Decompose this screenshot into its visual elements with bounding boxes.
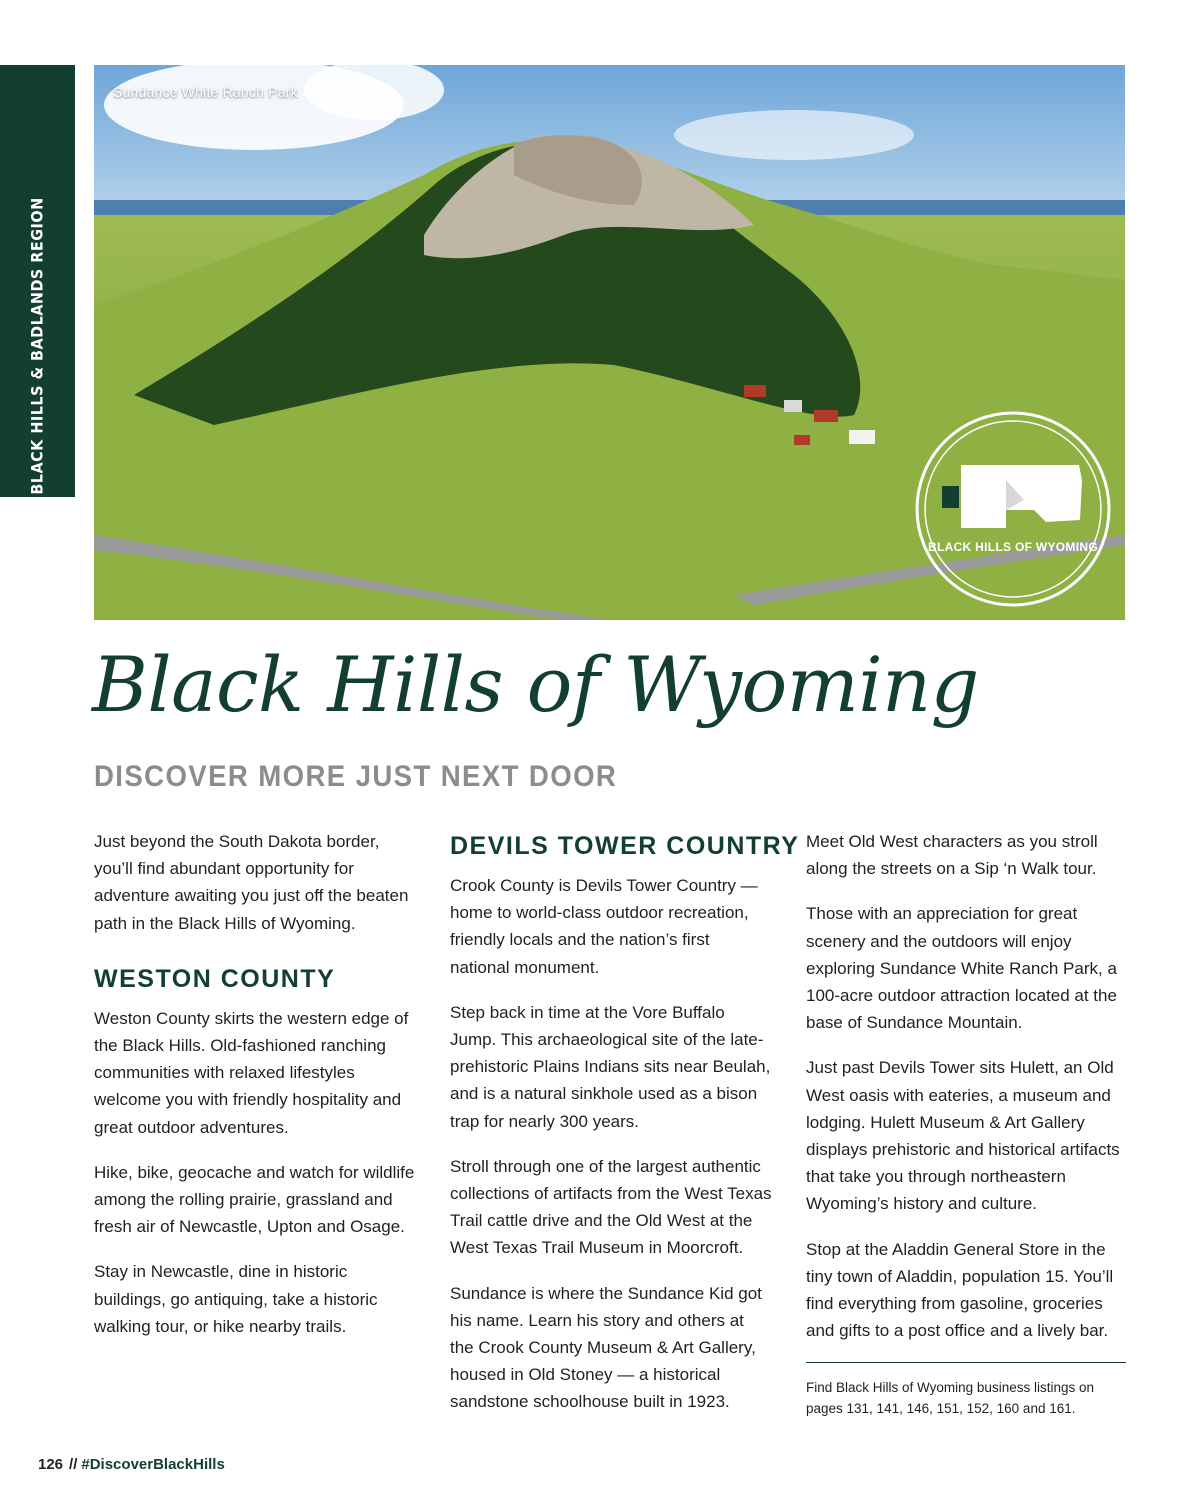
- text-column-1: [94, 828, 416, 1358]
- hashtag-link[interactable]: #DiscoverBlackHills: [81, 1456, 225, 1473]
- region-side-tab: [0, 65, 75, 497]
- hero-photo: [94, 65, 1125, 620]
- section-heading-devils-tower: DEVILS TOWER COUNTRY: [450, 832, 800, 860]
- paragraph: Stop at the Aladdin General Store in the tiny town of Aladdin, population 15. You’ll find everything from gasoline, groceries and gifts to a post office and a lively bar.: [806, 1239, 1114, 1341]
- paragraph: Crook County is Devils Tower Country — home to world-class outdoor recreation, friendly locals and the nation’s first national monument.: [450, 876, 758, 977]
- page-footer: [38, 1456, 225, 1473]
- region-badge: [914, 410, 1112, 608]
- paragraph: Step back in time at the Vore Buffalo Jump. This archaeological site of the late-prehistoric Plains Indians sits near Beulah, and is a natural sinkhole used as a bison trap for nearly 300 years.: [450, 1002, 771, 1131]
- map-badge-icon: [914, 410, 1112, 608]
- divider: [806, 1362, 1126, 1363]
- badge-label: BLACK HILLS OF WYOMING: [928, 540, 1098, 554]
- paragraph: Hike, bike, geocache and watch for wildlife among the rolling prairie, grassland and fresh air of Newcastle, Upton and Osage.: [94, 1162, 415, 1237]
- region-label: BLACK HILLS & BADLANDS REGION: [27, 197, 47, 495]
- page-title: Black Hills of Wyoming: [92, 640, 979, 729]
- footer-separator: //: [69, 1456, 78, 1473]
- intro-paragraph: Just beyond the South Dakota border, you’ll find abundant opportunity for adventure awaiting you just off the beaten path in the Black Hills of Wyoming.: [94, 832, 409, 933]
- paragraph: Sundance is where the Sundance Kid got his name. Learn his story and others at the Crook County Museum & Art Gallery, housed in Old Stoney — a historical sandstone schoolhouse built in 1923.: [450, 1283, 762, 1412]
- paragraph: Just past Devils Tower sits Hulett, an Old West oasis with eateries, a museum and lodging. Hulett Museum & Art Gallery displays prehistoric and historical artifacts that take you through northeastern Wyoming’s history and culture.: [806, 1058, 1120, 1214]
- text-column-2: [450, 828, 800, 1434]
- page-subtitle: DISCOVER MORE JUST NEXT DOOR: [94, 760, 618, 793]
- paragraph: Weston County skirts the western edge of the Black Hills. Old-fashioned ranching communities with relaxed lifestyles welcome you with friendly hospitality and great outdoor adventures.: [94, 1008, 409, 1137]
- paragraph: Stay in Newcastle, dine in historic buildings, go antiquing, take a historic walking tour, or hike nearby trails.: [94, 1262, 378, 1336]
- text-column-3: [806, 828, 1126, 1437]
- page-number: 126: [38, 1456, 64, 1473]
- paragraph: Stroll through one of the largest authentic collections of artifacts from the West Texas Trail cattle drive and the Old West at the West Texas Trail Museum in Moorcroft.: [450, 1156, 772, 1258]
- paragraph: Meet Old West characters as you stroll along the streets on a Sip ‘n Walk tour.: [806, 832, 1098, 879]
- paragraph: Those with an appreciation for great scenery and the outdoors will enjoy exploring Sundance White Ranch Park, a 100-acre outdoor attraction located at the base of Sundance Mountain.: [806, 904, 1117, 1033]
- section-heading-weston: WESTON COUNTY: [94, 964, 336, 993]
- photo-caption: Sundance White Ranch Park: [113, 84, 298, 100]
- listings-note: Find Black Hills of Wyoming business listings on pages 131, 141, 146, 151, 152, 160 and 161.: [806, 1380, 1094, 1417]
